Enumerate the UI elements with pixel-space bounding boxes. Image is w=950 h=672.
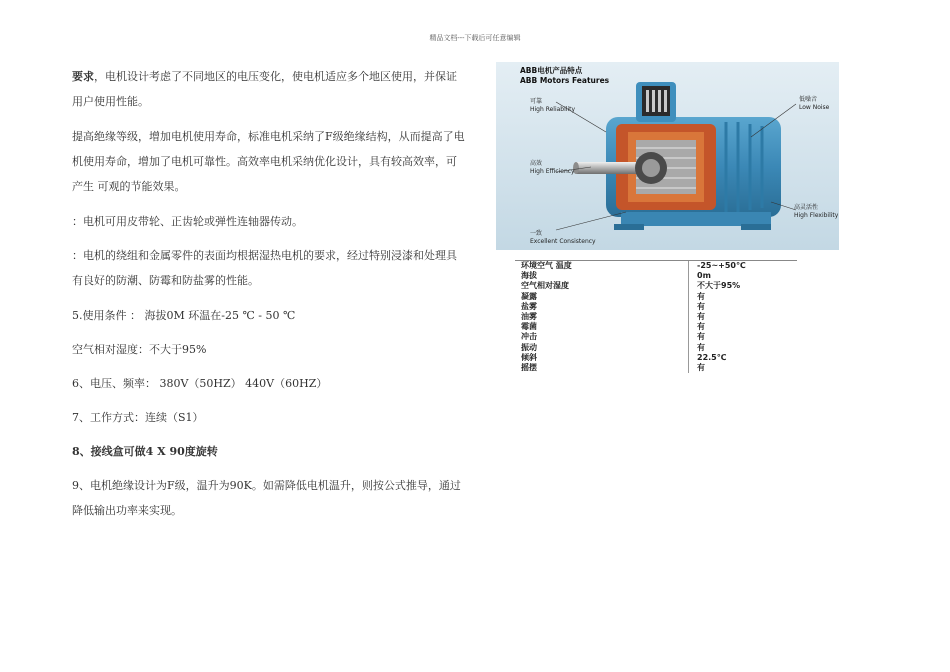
table-cell-value: 不大于95% <box>697 281 741 291</box>
paragraph-humidity: 空气相对湿度：不大于95% <box>72 343 207 356</box>
table-cell-value: 有 <box>697 362 705 372</box>
label-efficiency <box>530 160 575 176</box>
motor-features-figure <box>496 62 839 250</box>
table-cell-value: -25~+50℃ <box>697 261 746 270</box>
table-cell-value: 有 <box>697 332 705 342</box>
table-row <box>515 271 797 281</box>
table-row <box>515 363 797 373</box>
figure-title <box>520 66 609 86</box>
table-cell-key: 振动 <box>515 343 689 353</box>
table-cell-key: 海拔 <box>515 271 689 281</box>
conditions-table <box>515 260 797 375</box>
table-cell-value: 22.5℃ <box>697 352 727 362</box>
label-reliability <box>530 98 575 114</box>
paragraph-voltage-frequency: 6、电压、频率： 380V（50HZ） 440V（60HZ） <box>72 377 328 390</box>
figure-title-cn: ABB电机产品特点 <box>520 66 583 75</box>
table-cell-key: 凝露 <box>515 292 689 302</box>
paragraph-moisture: ：电机的绕组和金属零件的表面均根据湿热电机的要求，经过特别浸漆和处理具有良好的防潮、防霉和防盐雾的性能。 <box>72 249 457 287</box>
table-cell-key: 摇摆 <box>515 363 689 373</box>
figure-title-en: ABB Motors Features <box>520 76 610 85</box>
table-row <box>515 292 797 302</box>
paragraph-voltage-body: ，电机设计考虑了不同地区的电压变化，使电机适应多个地区使用，并保证用户使用性能。 <box>72 70 457 108</box>
table-cell-value: 0m <box>697 271 711 281</box>
table-row <box>515 312 797 322</box>
label-reliability-en: High Reliability <box>530 106 576 113</box>
table-cell-key: 冲击 <box>515 332 689 342</box>
table-cell-key: 环境空气 温度 <box>515 261 689 271</box>
paragraph-duty: 7、工作方式：连续（S1） <box>72 411 204 424</box>
label-noise-cn: 低噪音 <box>799 96 818 103</box>
paragraph-temperature-rise: 9、电机绝缘设计为F级，温升为90K。如需降低电机温升，则按公式推导，通过降低输出功率来实现。 <box>72 479 461 517</box>
label-consistency <box>530 230 596 246</box>
label-noise-en: Low Noise <box>799 104 830 111</box>
table-cell-value: 有 <box>697 301 705 311</box>
table-cell-key: 油雾 <box>515 312 689 322</box>
label-efficiency-en: High Efficiency <box>530 168 575 175</box>
label-flexibility-cn: 高灵活性 <box>794 204 819 211</box>
motor-cutaway-illustration <box>496 62 839 250</box>
label-flexibility <box>794 204 838 220</box>
label-low-noise <box>799 96 829 112</box>
table-cell-value: 有 <box>697 342 705 352</box>
table-row <box>515 353 797 363</box>
table-cell-value: 有 <box>697 322 705 332</box>
table-cell-key: 空气相对湿度 <box>515 281 689 291</box>
table-row <box>515 261 797 271</box>
label-consistency-en: Excellent Consistency <box>530 238 596 245</box>
body-text <box>72 64 467 533</box>
paragraph-conditions: 5.使用条件 ： 海拔0M 环温在-25 ℃ - 50 ℃ <box>72 309 296 322</box>
paragraph-transmission: ：电机可用皮带轮、正齿轮或弹性连轴器传动。 <box>72 215 303 228</box>
table-row <box>515 332 797 342</box>
table-cell-key: 倾斜 <box>515 353 689 363</box>
table-cell-key: 盐雾 <box>515 302 689 312</box>
paragraph-voltage-lead: 要求 <box>72 70 94 83</box>
label-consistency-cn: 一致 <box>530 230 543 237</box>
table-cell-value: 有 <box>697 311 705 321</box>
table-row <box>515 302 797 312</box>
paragraph-voltage <box>72 64 467 114</box>
table-row <box>515 281 797 291</box>
label-efficiency-cn: 高效 <box>530 160 543 167</box>
paragraph-terminal-box: 8、接线盒可做4 X 90度旋转 <box>72 445 218 458</box>
table-row <box>515 322 797 332</box>
table-cell-value: 有 <box>697 291 705 301</box>
label-flexibility-en: High Flexibility <box>794 212 839 219</box>
table-cell-key: 霉菌 <box>515 322 689 332</box>
page-header: 精品文档---下载后可任意编辑 <box>429 34 521 42</box>
table-row <box>515 343 797 353</box>
paragraph-insulation: 提高绝缘等级，增加电机使用寿命，标准电机采纳了F级绝缘结构，从而提高了电机使用寿命，增加了电机可靠性。高效率电机采纳优化设计，具有较高效率，可产生 可观的节能效果。 <box>72 130 465 193</box>
label-reliability-cn: 可靠 <box>530 98 543 105</box>
